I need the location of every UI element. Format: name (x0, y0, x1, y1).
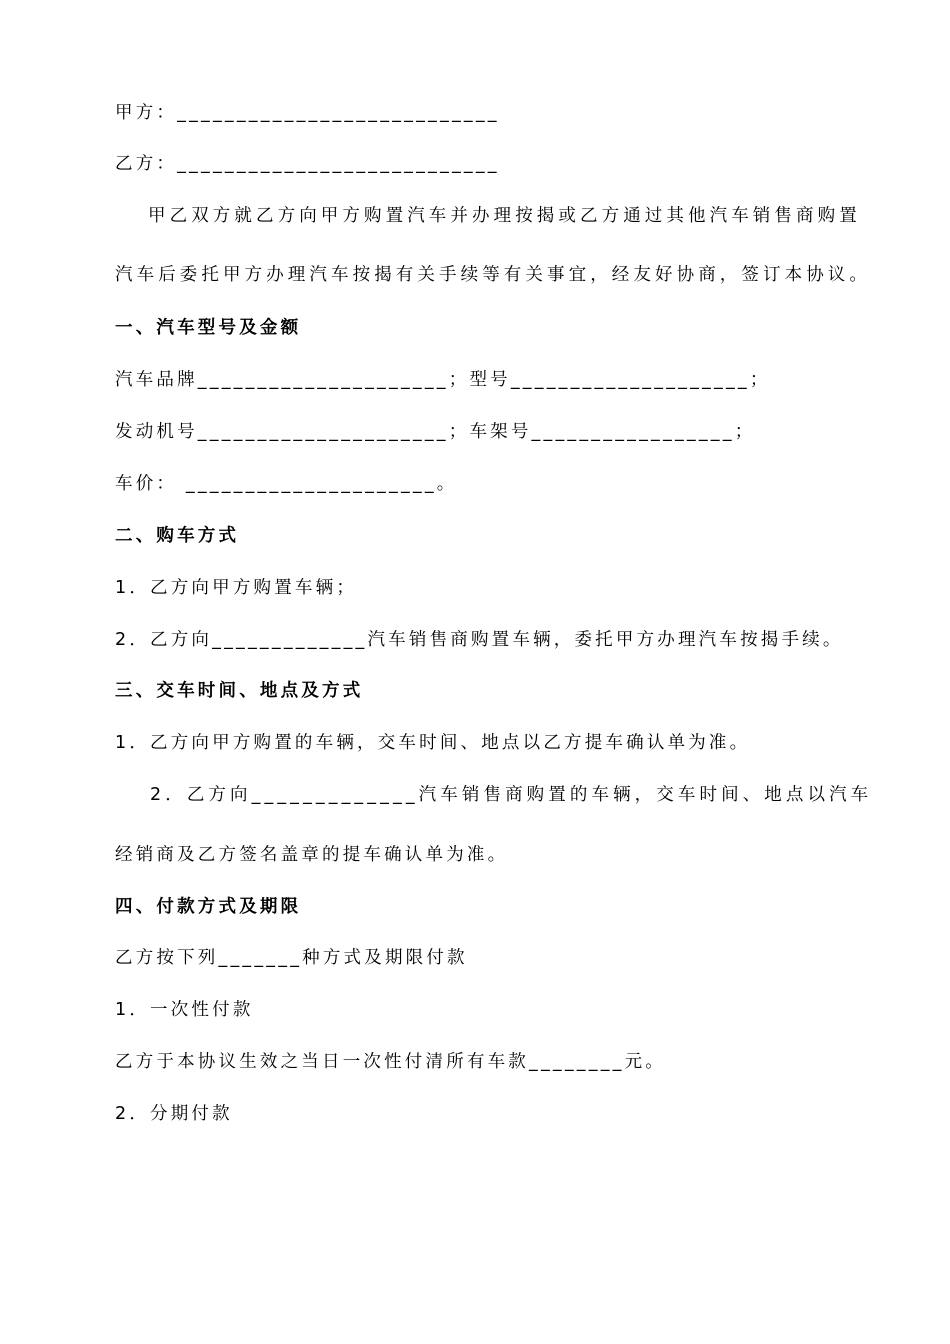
intro-line-2: 汽车后委托甲方办理汽车按揭有关手续等有关事宜，经友好协商，签订本协议。 (115, 265, 871, 285)
party-b-line: 乙方：___________________________ (115, 154, 500, 174)
section-2-heading: 二、购车方式 (115, 526, 240, 546)
section-4-item-1-text: 乙方于本协议生效之当日一次性付清所有车款________元。 (115, 1052, 666, 1072)
section-4-heading: 四、付款方式及期限 (115, 897, 302, 917)
party-a-line: 甲方：___________________________ (115, 103, 500, 123)
intro-line-1: 甲乙双方就乙方向甲方购置汽车并办理按揭或乙方通过其他汽车销售商购置 (148, 206, 861, 226)
brand-model-line: 汽车品牌_____________________；型号____________________； (115, 370, 771, 390)
section-4-item-2-title: 2．分期付款 (115, 1104, 233, 1124)
section-1-heading: 一、汽车型号及金额 (115, 318, 302, 338)
section-2-item-2: 2．乙方向_____________汽车销售商购置车辆，委托甲方办理汽车按揭手续。 (115, 630, 844, 650)
price-line: 车价： _____________________。 (115, 474, 458, 494)
section-3-item-1: 1．乙方向甲方购置的车辆，交车时间、地点以乙方提车确认单为准。 (115, 733, 751, 753)
section-3-item-2-line-2: 经销商及乙方签名盖章的提车确认单为准。 (115, 845, 509, 865)
section-3-item-2-line-1: 2．乙方向_____________汽车销售商购置的车辆，交车时间、地点以汽车 (150, 785, 873, 805)
section-3-heading: 三、交车时间、地点及方式 (115, 681, 364, 701)
section-2-item-1: 1．乙方向甲方购置车辆； (115, 578, 358, 598)
engine-frame-line: 发动机号_____________________；车架号_________________； (115, 422, 756, 442)
section-4-intro: 乙方按下列_______种方式及期限付款 (115, 948, 468, 968)
section-4-item-1-title: 1．一次性付款 (115, 1000, 254, 1020)
